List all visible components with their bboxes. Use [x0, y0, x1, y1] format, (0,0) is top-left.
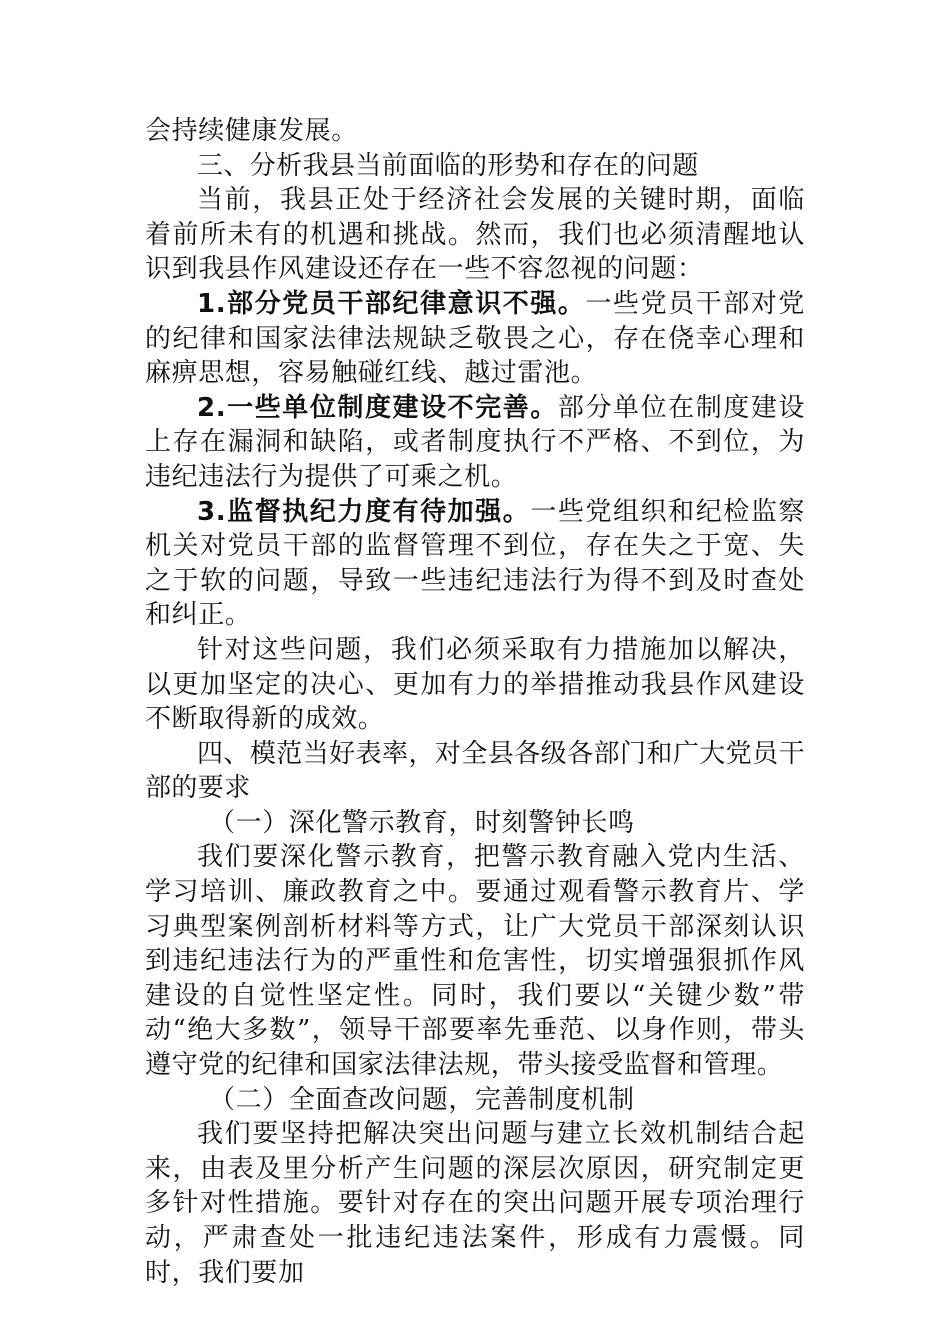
issue-item-3-title: 3.监督执纪力度有待加强。	[197, 496, 531, 527]
paragraph-conclusion: 针对这些问题，我们必须采取有力措施加以解决，以更加坚定的决心、更加有力的举措推动我县作风建设不断取得新的成效。	[145, 634, 805, 735]
issue-item-2-title: 2.一些单位制度建设不完善。	[197, 392, 558, 423]
section-heading-3: 三、分析我县当前面临的形势和存在的问题	[197, 150, 699, 181]
subsection-heading-2: （二）全面查改问题，完善制度机制	[209, 1084, 635, 1115]
paragraph-subsection-2: 我们要坚持把解决突出问题与建立长效机制结合起来，由表及里分析产生问题的深层次原因，研究制定更多针对性措施。要针对存在的突出问题开展专项治理行动，严肃查处一批违纪违法案件，形成有力震慑。同时，我们要加	[145, 1119, 805, 1288]
issue-item-1	[145, 287, 805, 391]
subsection-heading-1: （一）深化警示教育，时刻警钟长鸣	[209, 807, 635, 838]
paragraph-subsection-1: 我们要深化警示教育，把警示教育融入党内生活、学习培训、廉政教育之中。要通过观看警示教育片、学习典型案例剖析材料等方式，让广大党员干部深刻认识到违纪违法行为的严重性和危害性，切实增强狠抓作风建设的自觉性坚定性。同时，我们要以“关键少数”带动“绝大多数”，领导干部要率先垂范、以身作则，带头遵守党的纪律和国家法律法规，带头接受监督和管理。	[145, 842, 805, 1081]
issue-item-2	[145, 391, 805, 495]
issue-item-2-body: 部分单位在制度建设上存在漏洞和缺陷，或者制度执行不严格、不到位，为违纪违法行为提供了可乘之机。	[145, 392, 805, 492]
issue-item-1-title: 1.部分党员干部纪律意识不强。	[197, 288, 586, 319]
paragraph-continuation: 会持续健康发展。	[145, 116, 358, 146]
document-page	[145, 114, 805, 1290]
issue-item-3-body: 一些党组织和纪检监察机关对党员干部的监督管理不到位，存在失之于宽、失之于软的问题，导致一些违纪违法行为得不到及时查处和纠正。	[145, 496, 805, 631]
paragraph-intro: 当前，我县正处于经济社会发展的关键时期，面临着前所未有的机遇和挑战。然而，我们也必须清醒地认识到我县作风建设还存在一些不容忽视的问题：	[145, 185, 805, 285]
section-heading-4: 四、模范当好表率，对全县各级各部门和广大党员干部的要求	[145, 738, 805, 804]
issue-item-3	[145, 495, 805, 633]
issue-item-1-body: 一些党员干部对党的纪律和国家法律法规缺乏敬畏之心，存在侥幸心理和麻痹思想，容易触碰红线、越过雷池。	[145, 288, 805, 389]
